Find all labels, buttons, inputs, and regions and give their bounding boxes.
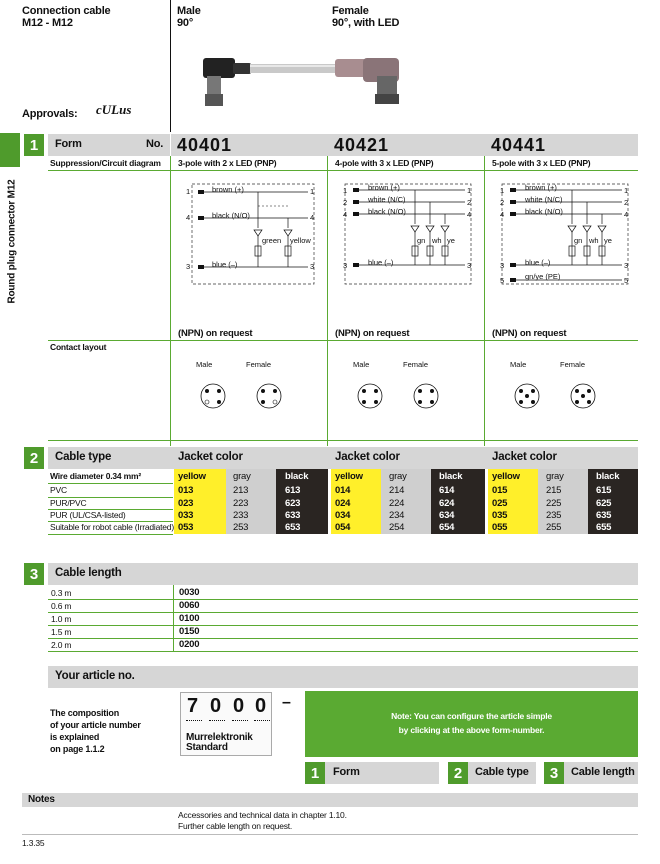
circuit-label-40441: 5-pole with 3 x LED (PNP): [492, 158, 591, 168]
cable-code-cell: 233: [233, 510, 249, 521]
male-angle: 90°: [177, 17, 194, 29]
pin-label: 1: [310, 187, 315, 196]
led-label: ye: [447, 236, 455, 245]
jacket-color-label: Jacket color: [492, 451, 557, 463]
female-label: Female: [403, 360, 429, 369]
header-divider: [170, 0, 171, 132]
pin-label: 4: [500, 210, 505, 219]
led-label: green: [262, 236, 282, 245]
side-label: Round plug connector M12: [6, 179, 18, 304]
cable-row-label: PUR (UL/CSA-listed): [50, 510, 126, 520]
npn-note: (NPN) on request: [335, 328, 410, 339]
wire-label: white (N/C): [525, 195, 563, 204]
circuit-diagram-40401: [178, 180, 328, 290]
brand-line2: Standard: [186, 742, 228, 753]
pin-label: 4: [343, 210, 348, 219]
article-dash: –: [282, 694, 291, 711]
suppression-label: Suppression/Circuit diagram: [50, 158, 161, 168]
article-desc-line: of your article number: [50, 720, 141, 730]
article-number-box: [180, 692, 272, 756]
cable-title-line2: M12 - M12: [22, 17, 73, 29]
form-label: Form: [55, 138, 82, 150]
cable-code-cell: 255: [546, 522, 562, 533]
led-label: wh: [432, 236, 442, 245]
length-label: 0.6 m: [51, 601, 72, 611]
notes-bottom-line: [22, 834, 638, 835]
article-digit: 0: [233, 695, 245, 717]
npn-note: (NPN) on request: [178, 328, 253, 339]
wire-label: brown (+): [368, 183, 400, 192]
pin-label: 1: [500, 186, 505, 195]
length-label: 1.5 m: [51, 627, 72, 637]
length-code: 0200: [179, 639, 200, 650]
cable-code-cell: 033: [178, 510, 194, 521]
section2-row-line: [48, 483, 173, 484]
contact-layout-40441: [492, 360, 642, 420]
legend-form-label: Form: [333, 766, 360, 778]
section1-divider: [170, 134, 171, 156]
section1-bottom-line: [48, 440, 638, 441]
form-number-40401[interactable]: 40401: [177, 135, 233, 155]
cable-code-cell: 614: [439, 485, 455, 496]
cable-row-label: Suitable for robot cable (Irradiated): [50, 522, 174, 532]
contact-layout-40421: [335, 360, 485, 420]
pin-label: 3: [186, 262, 191, 271]
cable-code-cell: 223: [233, 498, 249, 509]
page-number: 1.3.35: [22, 838, 45, 848]
contact-layout-label: Contact layout: [50, 342, 107, 352]
wire-label: brown (+): [212, 185, 244, 194]
female-label: Female: [560, 360, 586, 369]
circuit-label-40421: 4-pole with 3 x LED (PNP): [335, 158, 434, 168]
cable-code-cell: 234: [389, 510, 405, 521]
column-divider: [170, 156, 171, 446]
cable-code-cell: 615: [596, 485, 612, 496]
jacket-color-label: Jacket color: [178, 451, 243, 463]
cable-code-cell: 054: [335, 522, 351, 533]
cable-code-cell: 053: [178, 522, 194, 533]
column-divider: [327, 156, 328, 446]
contact-layout-40401: [178, 360, 328, 420]
legend-form-badge: 1: [305, 762, 325, 784]
digit-underline: [254, 720, 270, 721]
notes-line: Further cable length on request.: [178, 821, 293, 831]
pin-label: 2: [467, 198, 472, 207]
cable-code-cell: 214: [389, 485, 405, 496]
pin-label: 2: [500, 198, 505, 207]
color-header-black: black: [439, 471, 463, 482]
brand-line1: Murrelektronik: [186, 732, 253, 743]
cable-code-cell: 613: [285, 485, 301, 496]
cable-code-cell: 254: [389, 522, 405, 533]
wire-label: black (N/O): [525, 207, 563, 216]
article-bar: [48, 666, 638, 688]
cable-code-cell: 213: [233, 485, 249, 496]
npn-line: [48, 340, 638, 341]
cable-product-image: [195, 44, 445, 112]
section3-badge: 3: [24, 563, 44, 585]
led-label: wh: [589, 236, 599, 245]
cable-code-cell: 023: [178, 498, 194, 509]
length-row-line: [48, 599, 638, 600]
color-header-black: black: [285, 471, 309, 482]
led-label: gn: [417, 236, 426, 245]
legend-form-bar: [305, 762, 439, 784]
male-label: Male: [196, 360, 213, 369]
pin-label: 3: [343, 261, 348, 270]
configurator-note-line1: Note: You can configure the article simple: [391, 711, 552, 721]
color-header-black: black: [596, 471, 620, 482]
cable-code-cell: 253: [233, 522, 249, 533]
wire-label: blue (–): [212, 260, 238, 269]
cable-code-cell: 635: [596, 510, 612, 521]
suppression-line: [48, 170, 638, 171]
cable-title: [22, 5, 110, 29]
cable-code-cell: 024: [335, 498, 351, 509]
configurator-note-panel[interactable]: [305, 691, 638, 757]
color-header-yellow: yellow: [492, 471, 520, 482]
cable-code-cell: 625: [596, 498, 612, 509]
section2-row-line: [48, 534, 173, 535]
pin-label: 3: [624, 261, 629, 270]
female-label: Female: [332, 5, 369, 17]
pin-label: 1: [624, 186, 629, 195]
pin-label: 4: [624, 210, 629, 219]
cable-code-cell: 624: [439, 498, 455, 509]
pin-label: 1: [467, 186, 472, 195]
male-label: Male: [510, 360, 527, 369]
notes-title: Notes: [28, 794, 55, 805]
cable-code-cell: 225: [546, 498, 562, 509]
color-header-yellow: yellow: [335, 471, 363, 482]
cable-code-cell: 655: [596, 522, 612, 533]
jacket-color-label: Jacket color: [335, 451, 400, 463]
pin-label: 4: [310, 213, 315, 222]
pin-label: 3: [310, 262, 315, 271]
cable-code-cell: 224: [389, 498, 405, 509]
male-label: Male: [353, 360, 370, 369]
approval-mark-text: cULus: [96, 102, 132, 117]
ul-approval-icon: [96, 102, 131, 118]
wire-label: brown (+): [525, 183, 557, 192]
legend-cable-length-badge: 3: [544, 762, 564, 784]
cable-code-cell: 633: [285, 510, 301, 521]
cable-code-cell: 654: [439, 522, 455, 533]
wire-label: black (N/O): [212, 211, 250, 220]
length-row-line: [48, 612, 638, 613]
cable-code-cell: 013: [178, 485, 194, 496]
cable-code-cell: 034: [335, 510, 351, 521]
pin-label: 2: [343, 198, 348, 207]
length-label: 1.0 m: [51, 614, 72, 624]
notes-bar: [22, 793, 638, 807]
pin-label: 3: [467, 261, 472, 270]
pin-label: 5: [624, 276, 629, 285]
wire-label: blue (–): [525, 258, 551, 267]
section3-bar: [48, 563, 638, 585]
form-number-40421[interactable]: 40421: [334, 135, 390, 155]
section2-badge: 2: [24, 447, 44, 469]
length-code: 0030: [179, 587, 200, 598]
length-row-line: [48, 625, 638, 626]
pin-label: 1: [343, 186, 348, 195]
article-desc-line: on page 1.1.2: [50, 744, 105, 754]
wire-label: gn/ye (PE): [525, 272, 561, 281]
length-label: 2.0 m: [51, 640, 72, 650]
cable-title-line1: Connection cable: [22, 5, 111, 17]
cable-code-cell: 623: [285, 498, 301, 509]
article-title: Your article no.: [55, 670, 135, 682]
legend-cable-type-label: Cable type: [475, 766, 529, 778]
pin-label: 1: [186, 187, 191, 196]
wire-label: white (N/C): [368, 195, 406, 204]
length-code: 0150: [179, 626, 200, 637]
circuit-label-40401: 3-pole with 2 x LED (PNP): [178, 158, 277, 168]
cable-code-cell: 035: [492, 510, 508, 521]
led-label: yellow: [290, 236, 311, 245]
cable-code-cell: 014: [335, 485, 351, 496]
cable-code-cell: 015: [492, 485, 508, 496]
approvals-label: Approvals:: [22, 108, 78, 120]
legend-cable-length-label: Cable length: [571, 766, 635, 778]
legend-cable-type-badge: 2: [448, 762, 468, 784]
digit-underline: [186, 720, 202, 721]
digit-underline: [209, 720, 225, 721]
led-label: gn: [574, 236, 583, 245]
digit-underline: [232, 720, 248, 721]
male-label: Male: [177, 5, 201, 17]
cable-code-cell: 634: [439, 510, 455, 521]
cable-code-cell: 025: [492, 498, 508, 509]
circuit-diagram-40441: [492, 180, 642, 290]
pin-label: 5: [500, 276, 505, 285]
cable-code-cell: 653: [285, 522, 301, 533]
cable-type-title: Cable type: [55, 451, 112, 463]
column-divider: [484, 156, 485, 446]
pin-label: 4: [186, 213, 191, 222]
configurator-note-line2: by clicking at the above form-number.: [398, 725, 545, 735]
article-digit: 0: [255, 695, 267, 717]
wire-label: blue (–): [368, 258, 394, 267]
length-row-line: [48, 638, 638, 639]
female-heading: [332, 5, 399, 29]
cable-code-cell: 235: [546, 510, 562, 521]
npn-note: (NPN) on request: [492, 328, 567, 339]
female-angle: 90°, with LED: [332, 17, 400, 29]
article-digit: 0: [210, 695, 222, 717]
pin-label: 2: [624, 198, 629, 207]
led-label: ye: [604, 236, 612, 245]
article-digit: 7: [187, 695, 199, 717]
color-header-gray: gray: [546, 471, 564, 482]
length-code: 0100: [179, 613, 200, 624]
section1-badge: 1: [24, 134, 44, 156]
pin-label: 4: [467, 210, 472, 219]
length-row-line: [48, 651, 638, 652]
cable-row-label: PVC: [50, 485, 67, 495]
cable-length-title: Cable length: [55, 567, 122, 579]
cable-code-cell: 215: [546, 485, 562, 496]
cable-code-cell: 055: [492, 522, 508, 533]
notes-line: Accessories and technical data in chapter 1.10.: [178, 810, 347, 820]
color-header-gray: gray: [389, 471, 407, 482]
length-divider: [173, 585, 174, 652]
brand-label: [186, 733, 253, 753]
wire-label: black (N/O): [368, 207, 406, 216]
no-label: No.: [146, 138, 164, 150]
length-code: 0060: [179, 600, 200, 611]
article-desc-line: The composition: [50, 708, 120, 718]
form-number-40441[interactable]: 40441: [491, 135, 547, 155]
connector-pins-icon: [500, 372, 620, 418]
wire-diameter-label: Wire diameter 0.34 mm²: [50, 471, 141, 481]
female-label: Female: [246, 360, 272, 369]
connector-pins-icon: [343, 372, 463, 418]
article-desc-line: is explained: [50, 732, 100, 742]
color-header-yellow: yellow: [178, 471, 206, 482]
male-heading: [177, 5, 201, 29]
connector-pins-icon: [186, 372, 306, 418]
length-label: 0.3 m: [51, 588, 72, 598]
cable-row-label: PUR/PVC: [50, 498, 87, 508]
notes-text: [178, 810, 347, 832]
article-description: [50, 707, 141, 755]
pin-label: 3: [500, 261, 505, 270]
color-header-gray: gray: [233, 471, 251, 482]
circuit-diagram-40421: [335, 180, 485, 290]
